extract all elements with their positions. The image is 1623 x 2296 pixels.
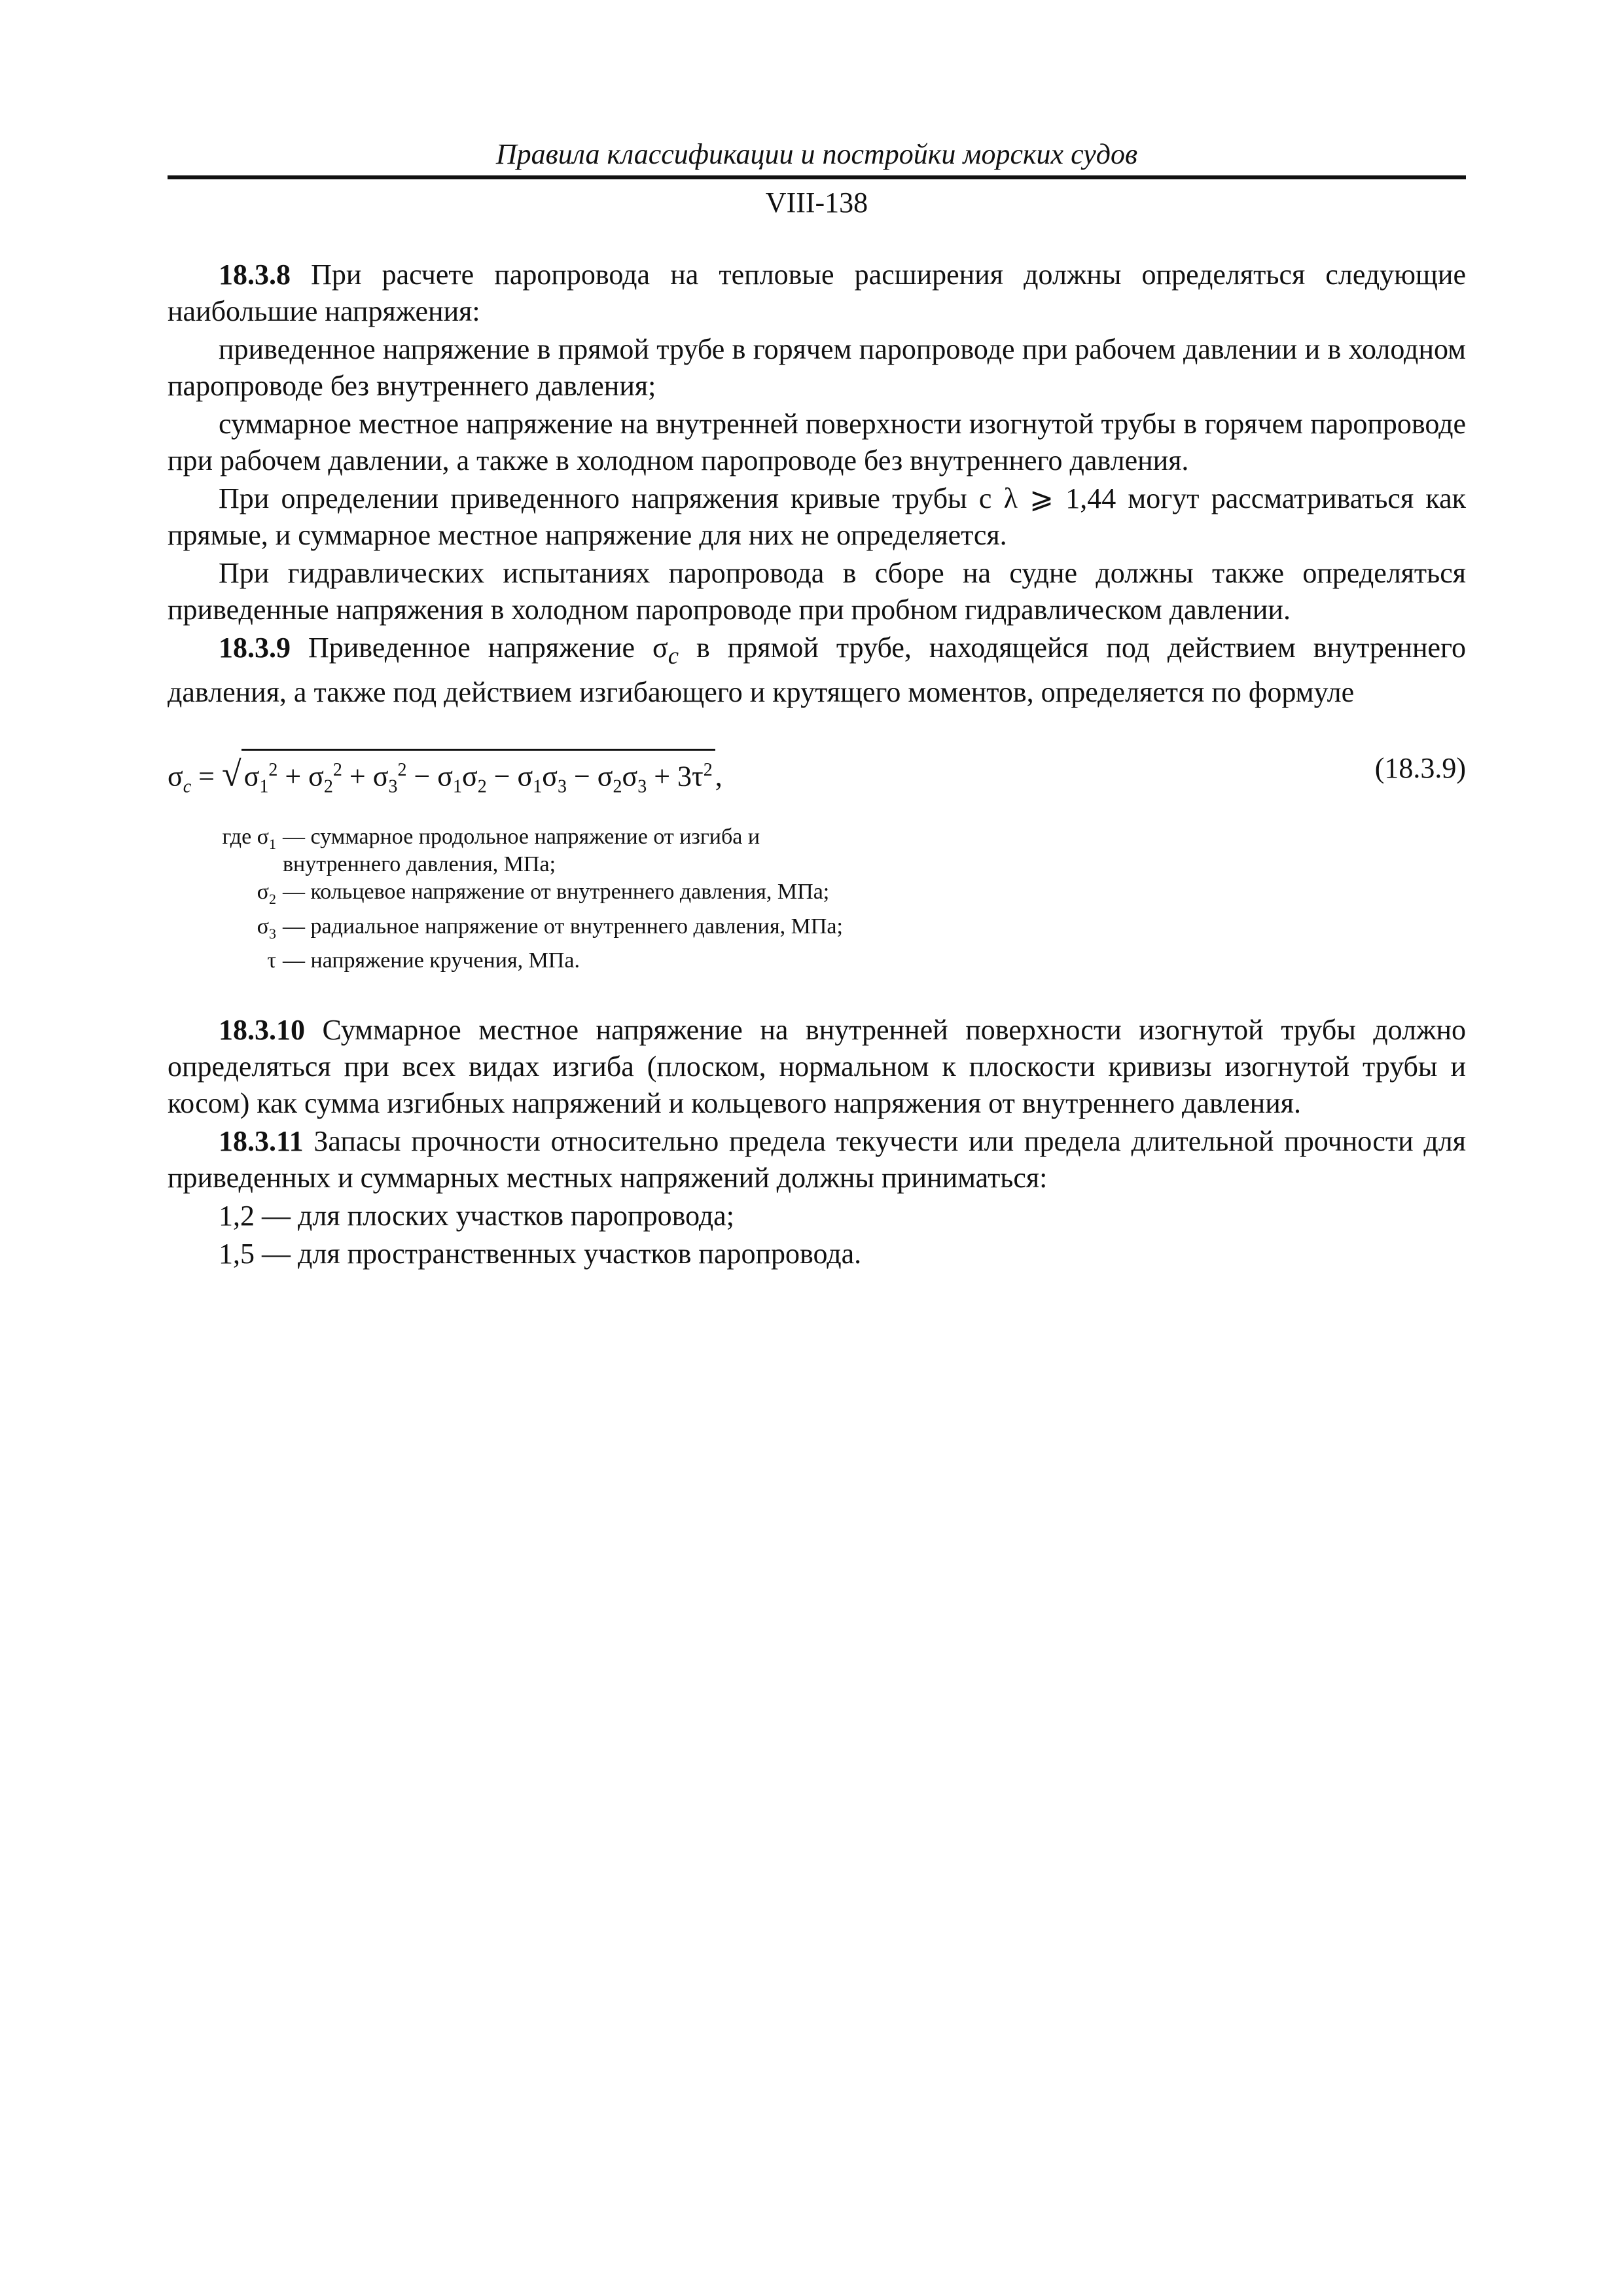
section-18-3-11-item-2: 1,5 — для пространственных участков паропровода. — [219, 1238, 862, 1270]
section-number: 18.3.8 — [219, 259, 291, 291]
section-18-3-8-para-4: При гидравлических испытаниях паропровода в сборе на судне должны также определяться приведенные напряжения в холодном паропроводе при пробном гидравлическом давлении. — [168, 557, 1466, 626]
formula-radicand — [241, 749, 715, 806]
page-number: VIII-138 — [765, 187, 868, 219]
section-18-3-11 — [168, 1123, 1466, 1196]
formula-term: − σ — [566, 760, 613, 793]
paragraph-text: Суммарное местное напряжение на внутренней поверхности изогнутой трубы должно определяться при всех видах изгиба (плоском, нормальном к плоскости кривизы изогнутой трубы и косом) как сумма изгибных напряжений и кольцевого напряжения от внутреннего давления. — [168, 1014, 1466, 1120]
formula-term: 3 — [637, 776, 647, 797]
formula-term: − σ — [406, 760, 453, 793]
legend-row — [168, 913, 1466, 948]
paragraph-text: Запасы прочности относительно предела текучести или предела длительной прочности для приведенных и суммарных местных напряжений должны приниматься: — [168, 1125, 1466, 1194]
formula-term: + — [277, 760, 309, 793]
legend-text: — кольцевое напряжение от внутреннего давления, МПа; — [283, 879, 830, 904]
formula-term: 2 — [477, 776, 487, 797]
formula-term: 1 — [259, 776, 269, 797]
formula-term: 1 — [533, 776, 543, 797]
section-18-3-10 — [168, 1012, 1466, 1122]
legend-row — [168, 823, 1466, 878]
section-18-3-8-intro — [168, 257, 1466, 330]
header-rule — [168, 175, 1466, 179]
formula-equals: = — [191, 760, 222, 793]
formula-term: σ — [622, 760, 638, 793]
formula-term: σ — [461, 760, 478, 793]
formula-expression — [168, 749, 722, 806]
formula-term: 3 — [557, 776, 567, 797]
formula-term: + 3τ — [647, 760, 704, 793]
legend-text: — радиальное напряжение от внутреннего давления, МПа; — [283, 914, 843, 939]
section-18-3-8-item-1: приведенное напряжение в прямой трубе в горячем паропроводе при рабочем давлении и в холодном паропроводе без внутреннего давления; — [168, 333, 1466, 402]
paragraph-text: Приведенное напряжение — [291, 632, 653, 664]
formula-18-3-9 — [168, 744, 1466, 796]
formula-term: 2 — [613, 776, 622, 797]
formula-term: − σ — [486, 760, 533, 793]
formula-term: σ — [308, 760, 324, 793]
formula-lhs: σ — [168, 760, 183, 793]
section-18-3-8-para-3: При определении приведенного напряжения кривые трубы с λ ⩾ 1,44 могут рассматриваться как прямые, и суммарное местное напряжение для них не определяется. — [168, 482, 1466, 551]
legend-lead: где — [222, 824, 252, 849]
formula-tail: , — [715, 760, 722, 793]
sqrt-icon: √ — [221, 754, 241, 794]
legend-symbol — [168, 823, 283, 878]
section-18-3-8-item-2: суммарное местное напряжение на внутренней поверхности изогнутой трубы в горячем паропроводе при рабочем давлении, а также в холодном паропроводе без внутреннего давления. — [168, 408, 1466, 476]
formula-term: + — [342, 760, 373, 793]
equation-number: (18.3.9) — [1374, 751, 1466, 784]
formula-term: 3 — [388, 776, 398, 797]
legend-sub: 1 — [269, 835, 276, 852]
formula-legend — [168, 823, 1466, 982]
section-18-3-11-item-1: 1,2 — для плоских участков паропровода; — [219, 1200, 734, 1232]
sigma-symbol: σ — [652, 632, 668, 664]
legend-sym: σ — [257, 824, 269, 849]
section-number: 18.3.11 — [219, 1125, 304, 1158]
document-body — [168, 257, 1466, 1274]
formula-lhs-subscript: c — [183, 776, 192, 797]
running-header-title: Правила классификации и постройки морских судов — [495, 138, 1138, 170]
legend-sym: σ — [257, 914, 269, 939]
legend-sym: τ — [267, 948, 276, 973]
legend-text: — напряжение кручения, МПа. — [283, 948, 580, 973]
formula-term: 1 — [452, 776, 462, 797]
legend-sym: σ — [257, 879, 269, 904]
formula-term: σ — [243, 760, 260, 793]
legend-symbol — [168, 947, 283, 982]
formula-term: σ — [372, 760, 389, 793]
legend-symbol — [168, 878, 283, 913]
formula-term: σ — [542, 760, 558, 793]
section-number: 18.3.10 — [219, 1014, 305, 1047]
legend-sub: 3 — [269, 925, 276, 942]
legend-row — [168, 878, 1466, 913]
formula-term: 2 — [323, 776, 333, 797]
formula-term: 2 — [268, 759, 278, 780]
formula-term: 2 — [332, 759, 342, 780]
section-18-3-9 — [168, 630, 1466, 711]
sigma-subscript: c — [668, 641, 679, 669]
section-number: 18.3.9 — [219, 632, 291, 664]
legend-text: — суммарное продольное напряжение от изгиба и внутреннего давления, МПа; — [283, 824, 760, 876]
legend-sub: 2 — [269, 890, 276, 907]
paragraph-text: При расчете паропровода на тепловые расширения должны определяться следующие наибольшие напряжения: — [168, 259, 1466, 327]
paragraph-text: в прямой трубе, находящейся под действием внутреннего давления, а также под действием изгибающего и крутящего моментов, определяется по формуле — [168, 632, 1466, 708]
formula-term: 2 — [703, 759, 713, 780]
formula-term: 2 — [397, 759, 407, 780]
legend-row — [168, 947, 1466, 982]
legend-symbol — [168, 913, 283, 948]
